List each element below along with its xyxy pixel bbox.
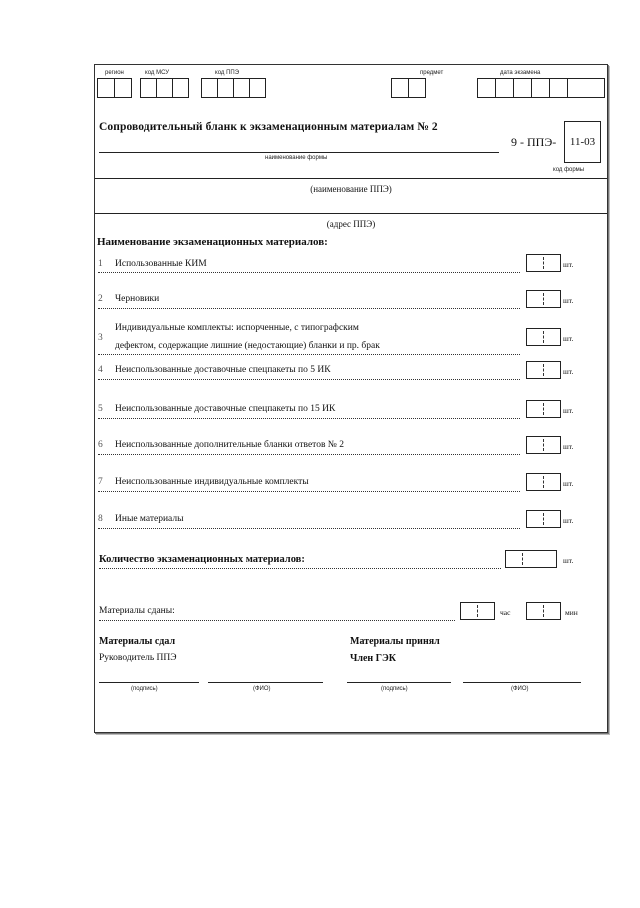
mou-caption: код МСУ [145,70,170,76]
item-8-leader [98,528,520,529]
received-name-line[interactable] [463,682,581,683]
item-6-label: Неиспользованные дополнительные бланки ответов № 2 [115,440,344,450]
item-8-number: 8 [98,514,103,524]
handover-time-leader [99,620,455,621]
region-cell-2[interactable] [114,78,132,98]
item-2-unit: шт. [563,296,574,305]
minutes-unit: мин [565,608,578,617]
form-title-rule [99,152,499,153]
region-cell-1[interactable] [97,78,115,98]
exam-date-caption: дата экзамена [500,70,541,76]
item-3-number: 3 [98,333,103,343]
item-7-label: Неиспользованные индивидуальные комплекты [115,477,309,487]
item-5-label: Неиспользованные доставочные спецпакеты по 15 ИК [115,404,336,414]
item-5-unit: шт. [563,406,574,415]
item-5-leader [98,418,520,419]
received-signature-caption: (подпись) [381,686,408,692]
ppe-address-caption: (адрес ППЭ) [326,219,376,229]
item-8-label: Иные материалы [115,514,184,524]
item-6-unit: шт. [563,442,574,451]
subject-caption: предмет [420,70,444,76]
region-caption: регион [105,70,124,76]
form-name-caption: наименование формы [265,155,328,161]
materials-heading: Наименование экзаменационных материалов: [97,236,328,248]
item-1-unit: шт. [563,260,574,269]
ppe-cell-3[interactable] [233,78,250,98]
item-3-label-line1: Индивидуальные комплекты: испорченные, с типографским [115,323,359,333]
gave-name-caption: (ФИО) [253,686,271,692]
item-3-leader [98,354,520,355]
gave-role: Руководитель ППЭ [99,653,177,663]
item-5-quantity-box[interactable] [526,400,561,418]
item-6-leader [98,454,520,455]
item-5-number: 5 [98,404,103,414]
total-quantity-box[interactable] [505,550,557,568]
ppe-name-caption: (наименование ППЭ) [310,184,392,194]
ppe-cell-4[interactable] [249,78,266,98]
gave-signature-line[interactable] [99,682,199,683]
item-2-quantity-box[interactable] [526,290,561,308]
received-role: Член ГЭК [350,653,397,664]
accompanying-form [94,64,608,733]
item-4-leader [98,379,520,380]
item-3-quantity-box[interactable] [526,328,561,346]
form-code-box [564,121,601,163]
item-8-unit: шт. [563,516,574,525]
ppe-code-caption: код ППЭ [215,70,240,76]
ppe-cell-2[interactable] [217,78,234,98]
form-code-caption: код формы [553,167,585,173]
item-1-label: Использованные КИМ [115,259,207,269]
mou-cell-3[interactable] [172,78,189,98]
handover-hours-box[interactable] [460,602,495,620]
subject-cell-1[interactable] [391,78,409,98]
handover-minutes-box[interactable] [526,602,561,620]
mou-cell-2[interactable] [156,78,173,98]
item-1-quantity-box[interactable] [526,254,561,272]
form-code-number: 11-03 [569,136,596,148]
subject-cell-2[interactable] [408,78,426,98]
date-cell-4[interactable] [531,78,550,98]
date-cell-5[interactable] [549,78,568,98]
gave-signature-caption: (подпись) [131,686,158,692]
item-4-unit: шт. [563,367,574,376]
form-code-prefix: 9 - ППЭ- [511,135,557,149]
gave-name-line[interactable] [208,682,323,683]
item-3-label-line2: дефектом, содержащие лишние (недостающие) бланки и пр. брак [115,341,380,351]
item-2-label: Черновики [115,294,160,304]
item-3-unit: шт. [563,334,574,343]
hours-unit: час [500,608,511,617]
item-2-leader [98,308,520,309]
item-1-number: 1 [98,259,103,269]
date-cell-2[interactable] [495,78,514,98]
date-cell-6[interactable] [567,78,605,98]
item-1-leader [98,272,520,273]
date-cell-1[interactable] [477,78,496,98]
item-8-quantity-box[interactable] [526,510,561,528]
received-name-caption: (ФИО) [511,686,529,692]
ppe-name-bottom-rule [95,213,607,214]
total-label: Количество экзаменационных материалов: [99,554,305,565]
item-2-number: 2 [98,294,103,304]
item-7-quantity-box[interactable] [526,473,561,491]
ppe-cell-1[interactable] [201,78,218,98]
mou-cell-1[interactable] [140,78,157,98]
form-title: Сопроводительный бланк к экзаменационным материалам № 2 [99,121,438,133]
handover-time-label: Материалы сданы: [99,606,175,616]
gave-heading: Материалы сдал [99,636,176,647]
item-4-quantity-box[interactable] [526,361,561,379]
item-7-unit: шт. [563,479,574,488]
total-leader [99,568,501,569]
ppe-name-top-rule [95,178,607,179]
item-6-quantity-box[interactable] [526,436,561,454]
item-6-number: 6 [98,440,103,450]
item-7-leader [98,491,520,492]
date-cell-3[interactable] [513,78,532,98]
received-signature-line[interactable] [347,682,451,683]
received-heading: Материалы принял [350,636,440,647]
total-unit: шт. [563,556,574,565]
item-4-label: Неиспользованные доставочные спецпакеты по 5 ИК [115,365,331,375]
item-7-number: 7 [98,477,103,487]
item-4-number: 4 [98,365,103,375]
